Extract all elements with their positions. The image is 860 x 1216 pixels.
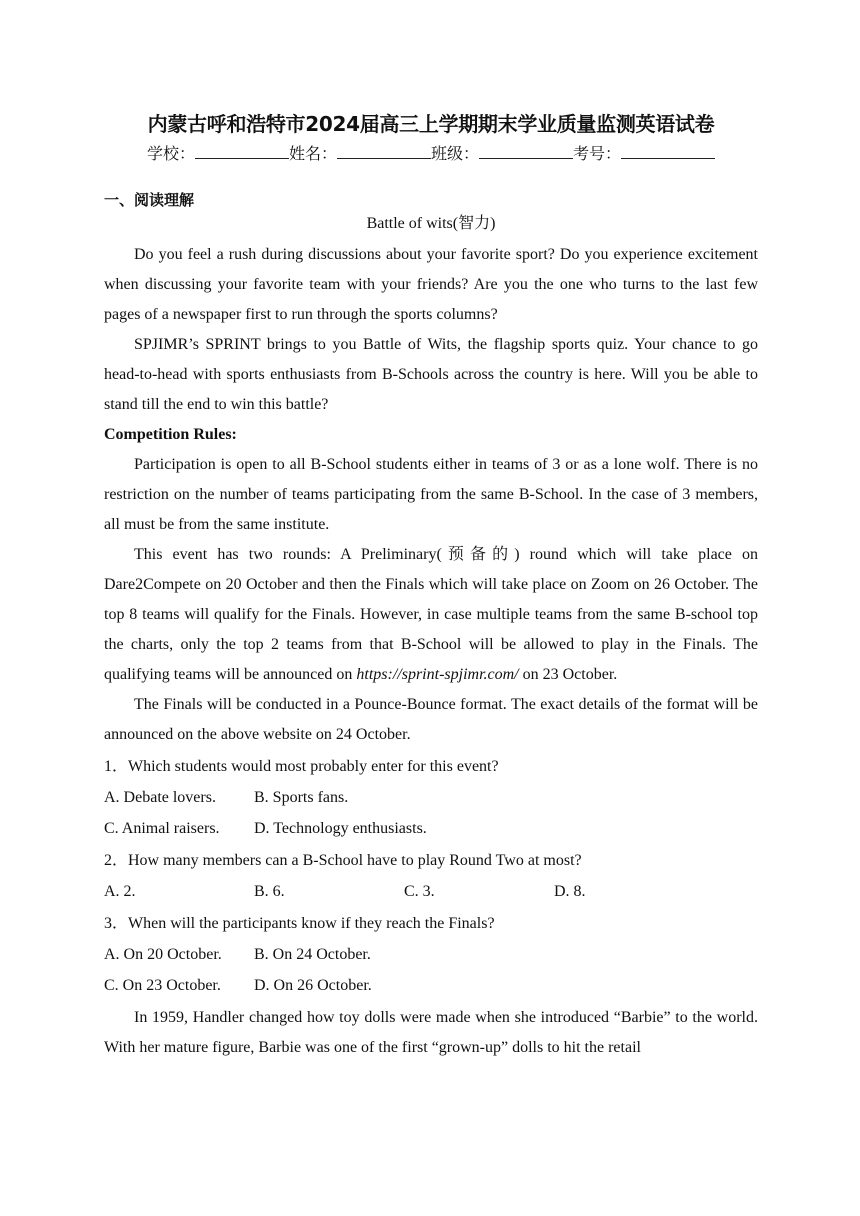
exam-number-label: 考号：	[573, 144, 622, 163]
rules-heading: Competition Rules:	[104, 426, 237, 443]
paragraph-4-text-b: on 23 October.	[518, 666, 618, 683]
passage-2-paragraph-1: In 1959, Handler changed how toy dolls were made when she introduced “Barbie” to the world. With her mature figure, Barbie was one of the first “grown-up” dolls to hit the retail	[104, 1009, 758, 1056]
exam-title: 内蒙古呼和浩特市2024届高三上学期期末学业质量监测英语试卷	[147, 112, 715, 136]
question-2-option-c[interactable]: C. 3.	[404, 883, 435, 900]
question-1-option-a[interactable]: A. Debate lovers.	[104, 789, 216, 806]
school-label: 学校：	[146, 144, 195, 163]
passage-title: Battle of wits(智力)	[366, 215, 496, 232]
question-2-options-row	[104, 877, 758, 907]
name-blank[interactable]	[337, 144, 431, 159]
paragraph-4-text-a: This event has two rounds: A Preliminary(预备的) round which will take place on Dare2Compete on 20 October and then the Finals which will take place on Zoom on 26 October. The top 8 teams will qualify for the Finals. However, in case multiple teams from the same B-school top the charts, only the top 2 teams from that B-School will be allowed to play in the Finals. The qualifying teams will be announced on	[104, 546, 758, 683]
passage-paragraph-5: The Finals will be conducted in a Pounce-Bounce format. The exact details of the format will be announced on the above website on 24 October.	[104, 696, 758, 743]
question-1-option-d[interactable]: D. Technology enthusiasts.	[254, 820, 427, 837]
question-2-option-a[interactable]: A. 2.	[104, 883, 136, 900]
section-heading: 一、阅读理解	[104, 191, 195, 209]
passage-paragraph-4	[104, 540, 758, 690]
question-3-option-b[interactable]: B. On 24 October.	[254, 946, 371, 963]
question-3-option-a[interactable]: A. On 20 October.	[104, 946, 222, 963]
question-3-options-row-2	[104, 971, 758, 1001]
website-link[interactable]: https://sprint-spjimr.com/	[356, 666, 519, 683]
question-3-stem: 3．When will the participants know if they reach the Finals?	[104, 915, 495, 932]
question-2-option-d[interactable]: D. 8.	[554, 883, 586, 900]
question-1-options-row-1	[104, 783, 758, 813]
passage-paragraph-1: Do you feel a rush during discussions about your favorite sport? Do you experience excitement when discussing your favorite team with your friends? Are you the one who turns to the last few pages of a newspaper first to run through the sports columns?	[104, 246, 758, 323]
exam-number-blank[interactable]	[621, 144, 715, 159]
question-2-stem: 2．How many members can a B-School have to play Round Two at most?	[104, 852, 582, 869]
school-blank[interactable]	[195, 144, 289, 159]
question-3-option-d[interactable]: D. On 26 October.	[254, 977, 372, 994]
student-info-line	[104, 142, 758, 166]
exam-page	[104, 108, 758, 1063]
class-label: 班级：	[431, 144, 480, 163]
question-1-stem: 1．Which students would most probably enter for this event?	[104, 758, 499, 775]
question-2-option-b[interactable]: B. 6.	[254, 883, 285, 900]
question-3-option-c[interactable]: C. On 23 October.	[104, 977, 221, 994]
class-blank[interactable]	[479, 144, 573, 159]
question-1-option-c[interactable]: C. Animal raisers.	[104, 820, 220, 837]
question-3-options-row-1	[104, 940, 758, 970]
question-1-option-b[interactable]: B. Sports fans.	[254, 789, 349, 806]
name-label: 姓名：	[288, 144, 337, 163]
question-1-options-row-2	[104, 814, 758, 844]
passage-paragraph-3: Participation is open to all B-School students either in teams of 3 or as a lone wolf. There is no restriction on the number of teams participating from the same B-School. In the case of 3 members, all must be from the same institute.	[104, 456, 758, 533]
passage-paragraph-2: SPJIMR’s SPRINT brings to you Battle of Wits, the flagship sports quiz. Your chance to go head-to-head with sports enthusiasts from B-Schools across the country is here. Will you be able to stand till the end to win this battle?	[104, 336, 758, 413]
